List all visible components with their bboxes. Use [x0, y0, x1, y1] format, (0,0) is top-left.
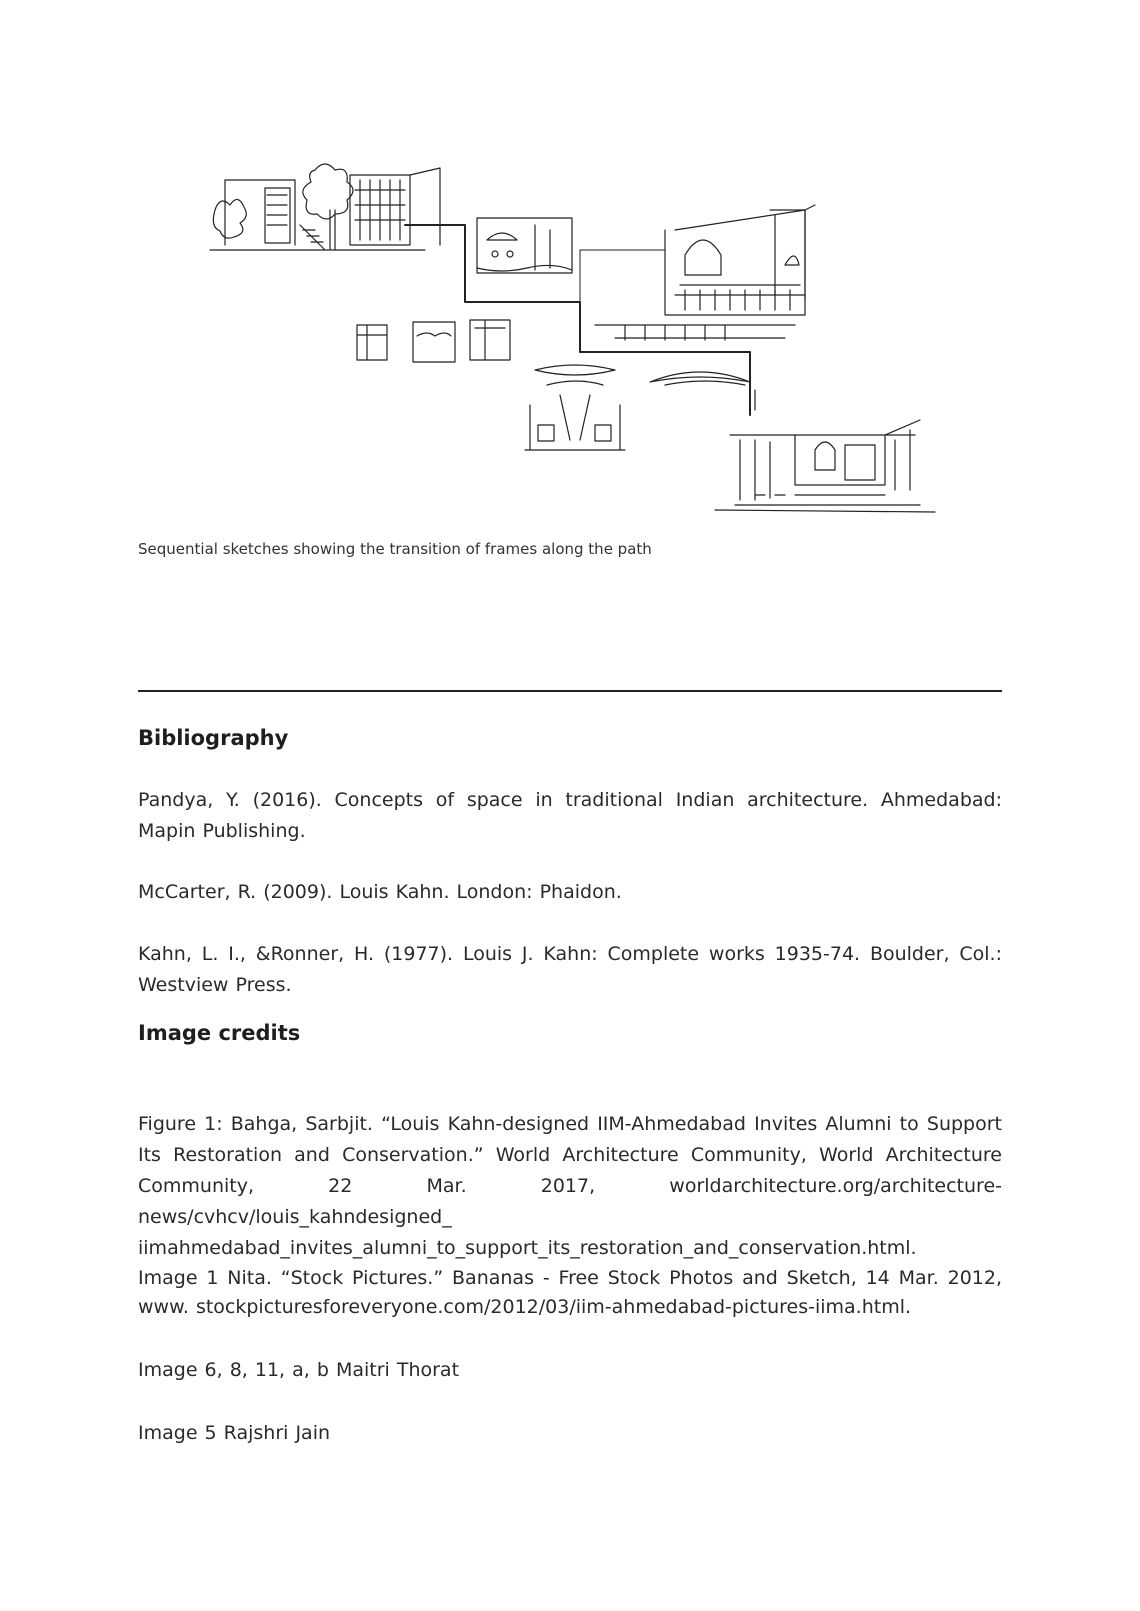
section-divider [138, 690, 1002, 692]
sketch-courtyard [715, 420, 935, 512]
bibliography-entry: Pandya, Y. (2016). Concepts of space in traditional Indian architecture. Ahmedabad: Mapin Publishing. [138, 789, 1002, 842]
path-line [405, 225, 750, 415]
bibliography-heading: Bibliography [138, 726, 289, 750]
bibliography-entry: McCarter, R. (2009). Louis Kahn. London: Phaidon. [138, 881, 622, 903]
sketch-building-trees [210, 164, 440, 250]
sketch-large-building [595, 205, 815, 340]
sketch-canopies [650, 372, 755, 410]
sequential-sketches-figure [195, 150, 955, 530]
credit-entry: Image 5 Rajshri Jain [138, 1422, 331, 1444]
bibliography-entry: Kahn, L. I., &Ronner, H. (1977). Louis J. Kahn: Complete works 1935-74. Boulder, Col.: Westview Press. [138, 943, 1002, 996]
figure-caption: Sequential sketches showing the transition of frames along the path [138, 540, 652, 558]
sketch-facade-small [477, 218, 572, 273]
credit-entry: Image 6, 8, 11, a, b Maitri Thorat [138, 1359, 460, 1381]
sketch-frame-row [357, 320, 510, 362]
image-credits-heading: Image credits [138, 1021, 301, 1045]
sketch-mushroom-columns [525, 365, 625, 450]
path-line-upper [580, 250, 665, 302]
credit-entry: Image 1 Nita. “Stock Pictures.” Bananas - Free Stock Photos and Sketch, 14 Mar. 2012, www. stockpicturesforeveryone.com/2012/03/iim-ahmedabad-pictures-iima.html. [138, 1267, 1002, 1318]
credit-entry: Figure 1: Bahga, Sarbjit. “Louis Kahn-designed IIM-Ahmedabad Invites Alumni to Support Its Restoration and Conservation.” World Architecture Community, World Architecture Community, 22 Mar. 2017, worldarchitecture.org/architecture-news/cvhcv/louis_kahndesigned_ iimahmedabad_invites_alumni_to_support_its_restoration_and_conservation.html. [138, 1113, 1002, 1259]
